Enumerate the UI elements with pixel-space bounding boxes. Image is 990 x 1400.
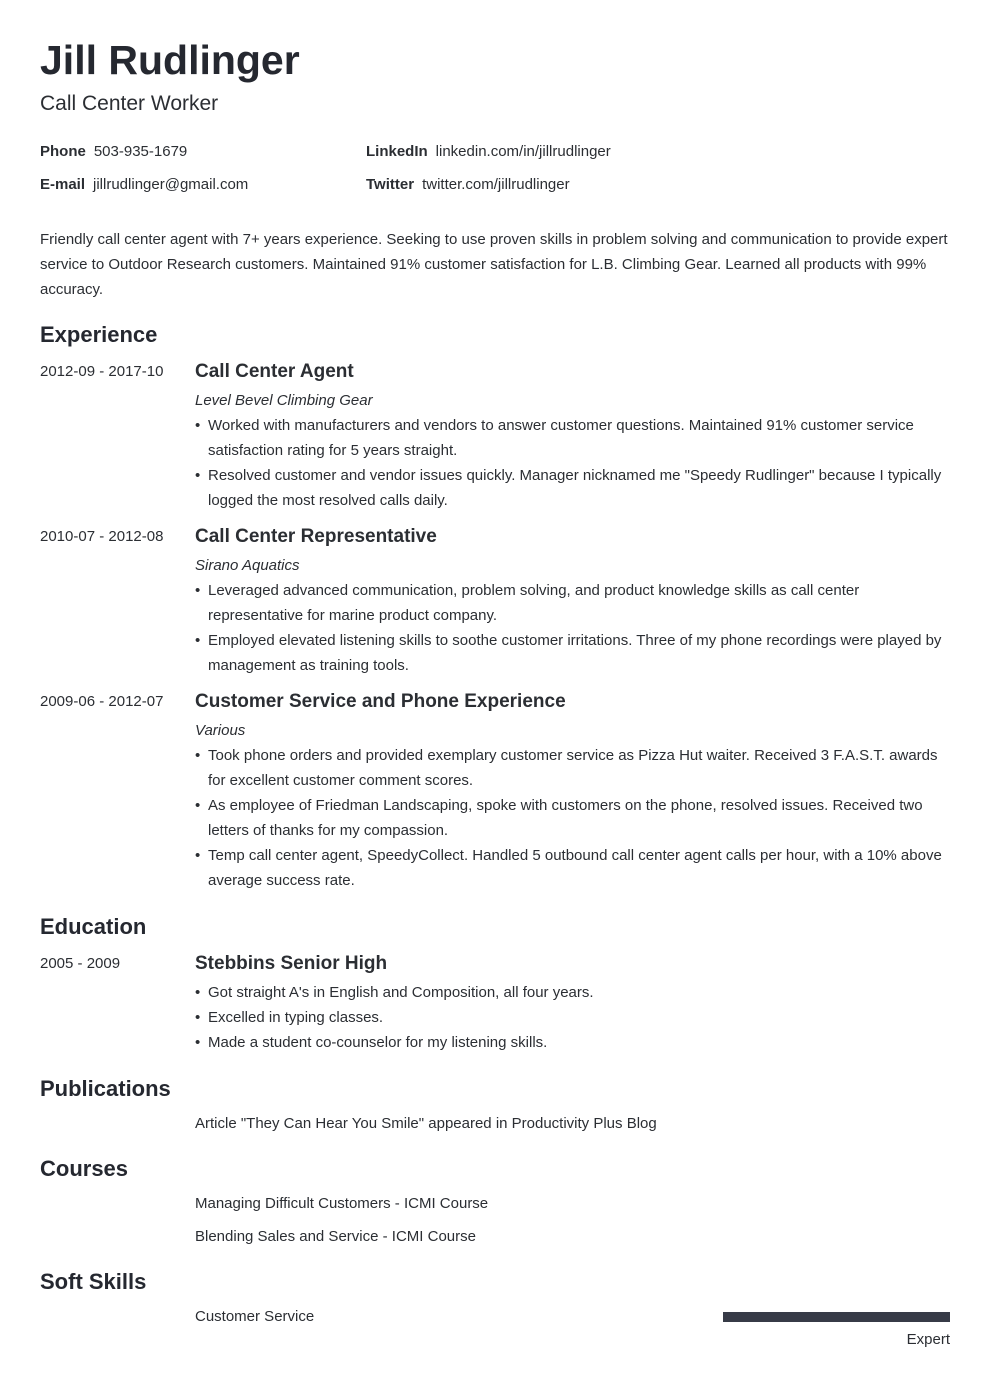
skill-name: Customer Service [195, 1308, 315, 1325]
experience-bullet: • Temp call center agent, SpeedyCollect. Handled 5 outbound call center agent calls per hour, with a 10% above average success rate. [195, 843, 952, 893]
education-bullets [195, 980, 952, 1055]
publications-heading: Publications [40, 1076, 171, 1101]
experience-title: Call Center Representative [195, 526, 437, 547]
contact-email [40, 176, 248, 194]
education-bullet: • Got straight A's in English and Composition, all four years. [195, 980, 952, 1005]
experience-title: Call Center Agent [195, 361, 354, 382]
experience-bullet: • Resolved customer and vendor issues quickly. Manager nicknamed me "Speedy Rudlinger" because I typically logged the most resolved calls daily. [195, 463, 952, 513]
experience-bullet: • Leveraged advanced communication, problem solving, and product knowledge skills as call center representative for marine product company. [195, 578, 952, 628]
contact-twitter-label: Twitter [366, 176, 415, 193]
contact-twitter-value[interactable]: twitter.com/jillrudlinger [422, 176, 570, 193]
candidate-name: Jill Rudlinger [40, 37, 300, 83]
skill-level-label: Expert [906, 1331, 950, 1348]
experience-dates: 2009-06 - 2012-07 [40, 693, 164, 710]
experience-bullet: • Took phone orders and provided exemplary customer service as Pizza Hut waiter. Received 3 F.A.S.T. awards for excellent customer comment scores. [195, 743, 952, 793]
skill-level-bar [723, 1312, 950, 1322]
contact-linkedin-value[interactable]: linkedin.com/in/jillrudlinger [435, 143, 611, 160]
contact-phone-label: Phone [40, 143, 86, 160]
experience-company: Level Bevel Climbing Gear [195, 392, 373, 409]
education-school: Stebbins Senior High [195, 953, 388, 974]
contact-email-value[interactable]: jillrudlinger@gmail.com [93, 176, 249, 193]
experience-bullets [195, 413, 952, 513]
education-dates: 2005 - 2009 [40, 955, 121, 972]
experience-title: Customer Service and Phone Experience [195, 691, 566, 712]
experience-bullet: • Employed elevated listening skills to soothe customer irritations. Three of my phone recordings were played by management as training tools. [195, 628, 952, 678]
profile-summary: Friendly call center agent with 7+ years experience. Seeking to use proven skills in problem solving and communication to provide expert service to Outdoor Research customers. Maintained 91% customer satisfaction for L.B. Climbing Gear. Learned all products with 99% accuracy. [40, 231, 948, 298]
course-item: Blending Sales and Service - ICMI Course [195, 1228, 476, 1245]
courses-heading: Courses [40, 1156, 129, 1181]
publication-item: Article "They Can Hear You Smile" appeared in Productivity Plus Blog [195, 1115, 657, 1132]
education-bullet: • Made a student co-counselor for my listening skills. [195, 1030, 952, 1055]
job-title: Call Center Worker [40, 92, 219, 115]
experience-company: Sirano Aquatics [195, 557, 300, 574]
experience-company: Various [195, 722, 246, 739]
contact-linkedin-label: LinkedIn [366, 143, 428, 160]
experience-dates: 2012-09 - 2017-10 [40, 363, 164, 380]
experience-heading: Experience [40, 322, 158, 347]
contact-phone-value: 503-935-1679 [93, 143, 188, 160]
education-heading: Education [40, 914, 147, 939]
contact-linkedin [366, 143, 611, 161]
experience-dates: 2010-07 - 2012-08 [40, 528, 164, 545]
education-bullet: • Excelled in typing classes. [195, 1005, 952, 1030]
experience-bullet: • Worked with manufacturers and vendors to answer customer questions. Maintained 91% customer service satisfaction rating for 5 years straight. [195, 413, 952, 463]
contact-phone [40, 143, 187, 161]
course-item: Managing Difficult Customers - ICMI Course [195, 1195, 489, 1212]
soft-skills-heading: Soft Skills [40, 1269, 147, 1294]
experience-bullet: • As employee of Friedman Landscaping, spoke with customers on the phone, resolved issues. Received two letters of thanks for my compassion. [195, 793, 952, 843]
contact-twitter [366, 176, 570, 194]
experience-bullets [195, 743, 952, 893]
contact-email-label: E-mail [40, 176, 86, 193]
experience-bullets [195, 578, 952, 678]
